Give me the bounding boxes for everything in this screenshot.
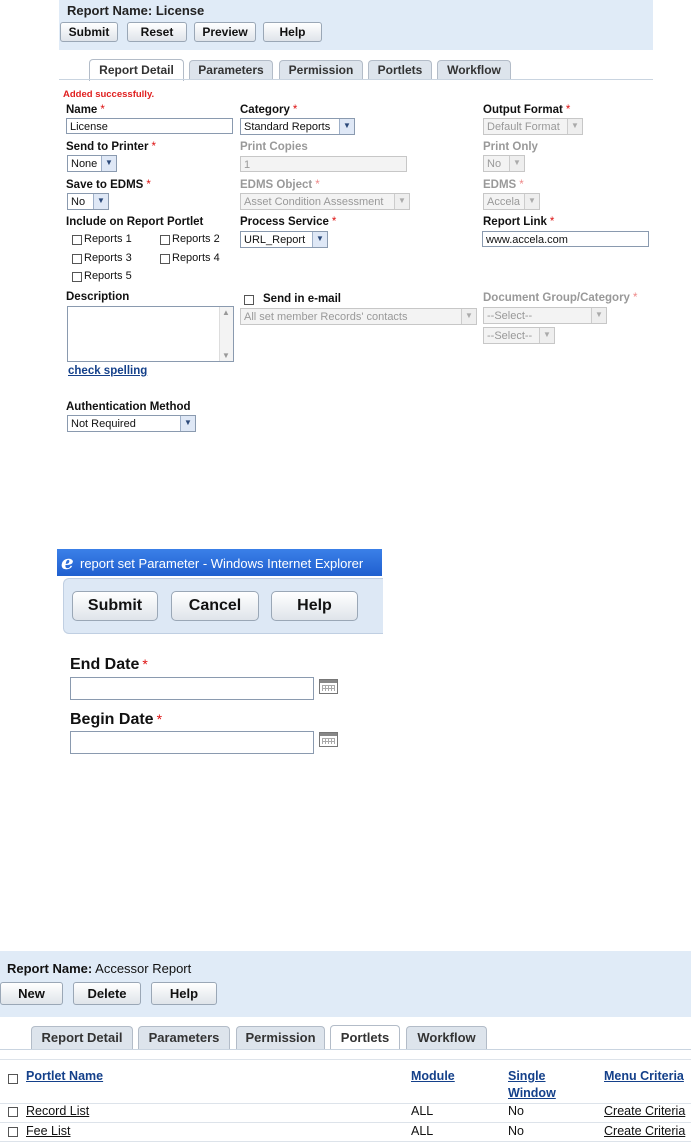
print-copies-label: Print Copies — [240, 141, 308, 153]
status-message: Added successfully. — [63, 89, 155, 100]
save-to-edms-label: Save to EDMS * — [66, 179, 151, 191]
include-portlet-label: Include on Report Portlet — [66, 216, 204, 228]
column-module[interactable]: Module — [411, 1069, 455, 1083]
calendar-icon[interactable] — [319, 732, 338, 747]
table-row — [0, 1122, 691, 1142]
create-criteria-link[interactable]: Create Criteria — [604, 1124, 686, 1138]
report-link-label: Report Link * — [483, 216, 555, 228]
dialog-help-button[interactable]: Help — [271, 591, 358, 621]
tab-report-detail[interactable]: Report Detail — [89, 59, 184, 81]
select-all-checkbox[interactable] — [8, 1074, 18, 1084]
column-portlet-name[interactable]: Portlet Name — [26, 1069, 104, 1083]
tab-workflow-2[interactable]: Workflow — [406, 1026, 487, 1049]
send-to-printer-select[interactable]: None ▼ — [67, 155, 117, 172]
edms-object-label: EDMS Object * — [240, 179, 320, 191]
begin-date-label: Begin Date * — [70, 711, 163, 728]
edms-object-select: Asset Condition Assessment ▼ — [240, 193, 410, 210]
window-title: report set Parameter - Windows Internet Explorer — [80, 556, 364, 571]
chevron-down-icon: ▼ — [394, 194, 409, 209]
chevron-down-icon: ▼ — [524, 194, 539, 209]
reports-2-label: Reports 2 — [172, 233, 220, 245]
help-button-2[interactable]: Help — [151, 982, 217, 1005]
end-date-label: End Date * — [70, 656, 148, 673]
chevron-down-icon: ▼ — [339, 119, 354, 134]
send-email-checkbox[interactable] — [244, 295, 254, 305]
print-copies-input: 1 — [240, 156, 407, 172]
table-row — [0, 1103, 691, 1122]
edms-label: EDMS * — [483, 179, 524, 191]
chevron-down-icon: ▼ — [461, 309, 476, 324]
tab-parameters-2[interactable]: Parameters — [138, 1026, 230, 1049]
column-single-window-line2[interactable]: Window — [508, 1086, 556, 1100]
scroll-down-icon[interactable]: ▼ — [222, 351, 230, 360]
chevron-down-icon: ▼ — [567, 119, 582, 134]
category-label: Category * — [240, 104, 298, 116]
print-only-label: Print Only — [483, 141, 538, 153]
row-checkbox[interactable] — [8, 1107, 18, 1117]
tab-divider-2 — [0, 1049, 691, 1050]
textarea-scrollbar[interactable] — [219, 307, 233, 361]
begin-date-input[interactable] — [70, 731, 314, 754]
table-header-border — [0, 1059, 691, 1060]
tab-parameters[interactable]: Parameters — [189, 60, 273, 79]
preview-button[interactable]: Preview — [194, 22, 256, 42]
create-criteria-link[interactable]: Create Criteria — [604, 1104, 686, 1118]
reset-button[interactable]: Reset — [127, 22, 187, 42]
tab-divider — [59, 79, 653, 80]
reports-4-checkbox[interactable] — [160, 254, 170, 264]
chevron-down-icon: ▼ — [312, 232, 327, 247]
print-only-select: No ▼ — [483, 155, 525, 172]
document-group-select: --Select-- ▼ — [483, 307, 607, 324]
process-service-select[interactable]: URL_Report ▼ — [240, 231, 328, 248]
single-window-cell: No — [508, 1104, 524, 1118]
chevron-down-icon: ▼ — [101, 156, 116, 171]
send-to-printer-label: Send to Printer * — [66, 141, 156, 153]
column-single-window-line1[interactable]: Single — [508, 1069, 546, 1083]
page-title-2: Report Name: Accessor Report — [7, 961, 192, 976]
end-date-input[interactable] — [70, 677, 314, 700]
description-label: Description — [66, 291, 130, 303]
reports-1-label: Reports 1 — [84, 233, 132, 245]
calendar-icon[interactable] — [319, 679, 338, 694]
document-group-label: Document Group/Category * — [483, 292, 638, 304]
reports-3-label: Reports 3 — [84, 252, 132, 264]
reports-1-checkbox[interactable] — [72, 235, 82, 245]
save-to-edms-select[interactable]: No ▼ — [67, 193, 109, 210]
chevron-down-icon: ▼ — [93, 194, 108, 209]
send-email-select: All set member Records' contacts ▼ — [240, 308, 477, 325]
name-input[interactable]: License — [66, 118, 233, 134]
new-button[interactable]: New — [0, 982, 63, 1005]
category-select[interactable]: Standard Reports ▼ — [240, 118, 355, 135]
tab-portlets[interactable]: Portlets — [368, 60, 432, 79]
output-format-select: Default Format ▼ — [483, 118, 583, 135]
scroll-up-icon[interactable]: ▲ — [222, 308, 230, 317]
reports-2-checkbox[interactable] — [160, 235, 170, 245]
chevron-down-icon: ▼ — [539, 328, 554, 343]
document-category-select: --Select-- ▼ — [483, 327, 555, 344]
reports-5-label: Reports 5 — [84, 270, 132, 282]
auth-method-label: Authentication Method — [66, 401, 191, 413]
reports-5-checkbox[interactable] — [72, 272, 82, 282]
page-title: Report Name: License — [67, 3, 205, 18]
dialog-submit-button[interactable]: Submit — [72, 591, 158, 621]
chevron-down-icon: ▼ — [591, 308, 606, 323]
portlet-name-link[interactable]: Fee List — [26, 1124, 71, 1138]
reports-3-checkbox[interactable] — [72, 254, 82, 264]
process-service-label: Process Service * — [240, 216, 337, 228]
check-spelling-link[interactable]: check spelling — [68, 365, 148, 377]
auth-method-select[interactable]: Not Required ▼ — [67, 415, 196, 432]
reports-4-label: Reports 4 — [172, 252, 220, 264]
submit-button[interactable]: Submit — [60, 22, 118, 42]
description-textarea[interactable] — [67, 306, 234, 362]
tab-permission-2[interactable]: Permission — [236, 1026, 325, 1049]
row-checkbox[interactable] — [8, 1127, 18, 1137]
module-cell: ALL — [411, 1124, 434, 1138]
delete-button[interactable]: Delete — [73, 982, 141, 1005]
module-cell: ALL — [411, 1104, 434, 1118]
dialog-cancel-button[interactable]: Cancel — [171, 591, 259, 621]
send-email-label: Send in e-mail — [263, 293, 341, 305]
column-menu-criteria[interactable]: Menu Criteria — [604, 1069, 684, 1083]
ie-logo-icon: e — [61, 550, 74, 574]
portlet-name-link[interactable]: Record List — [26, 1104, 90, 1118]
chevron-down-icon: ▼ — [180, 416, 195, 431]
tab-permission[interactable]: Permission — [279, 60, 363, 79]
single-window-cell: No — [508, 1124, 524, 1138]
chevron-down-icon: ▼ — [509, 156, 524, 171]
tab-portlets-2[interactable]: Portlets — [330, 1025, 400, 1050]
report-link-input[interactable]: www.accela.com — [482, 231, 649, 247]
tab-workflow[interactable]: Workflow — [437, 60, 511, 79]
output-format-label: Output Format * — [483, 104, 571, 116]
edms-select: Accela ▼ — [483, 193, 540, 210]
tab-report-detail-2[interactable]: Report Detail — [31, 1026, 133, 1049]
help-button[interactable]: Help — [263, 22, 322, 42]
name-label: Name * — [66, 104, 105, 116]
